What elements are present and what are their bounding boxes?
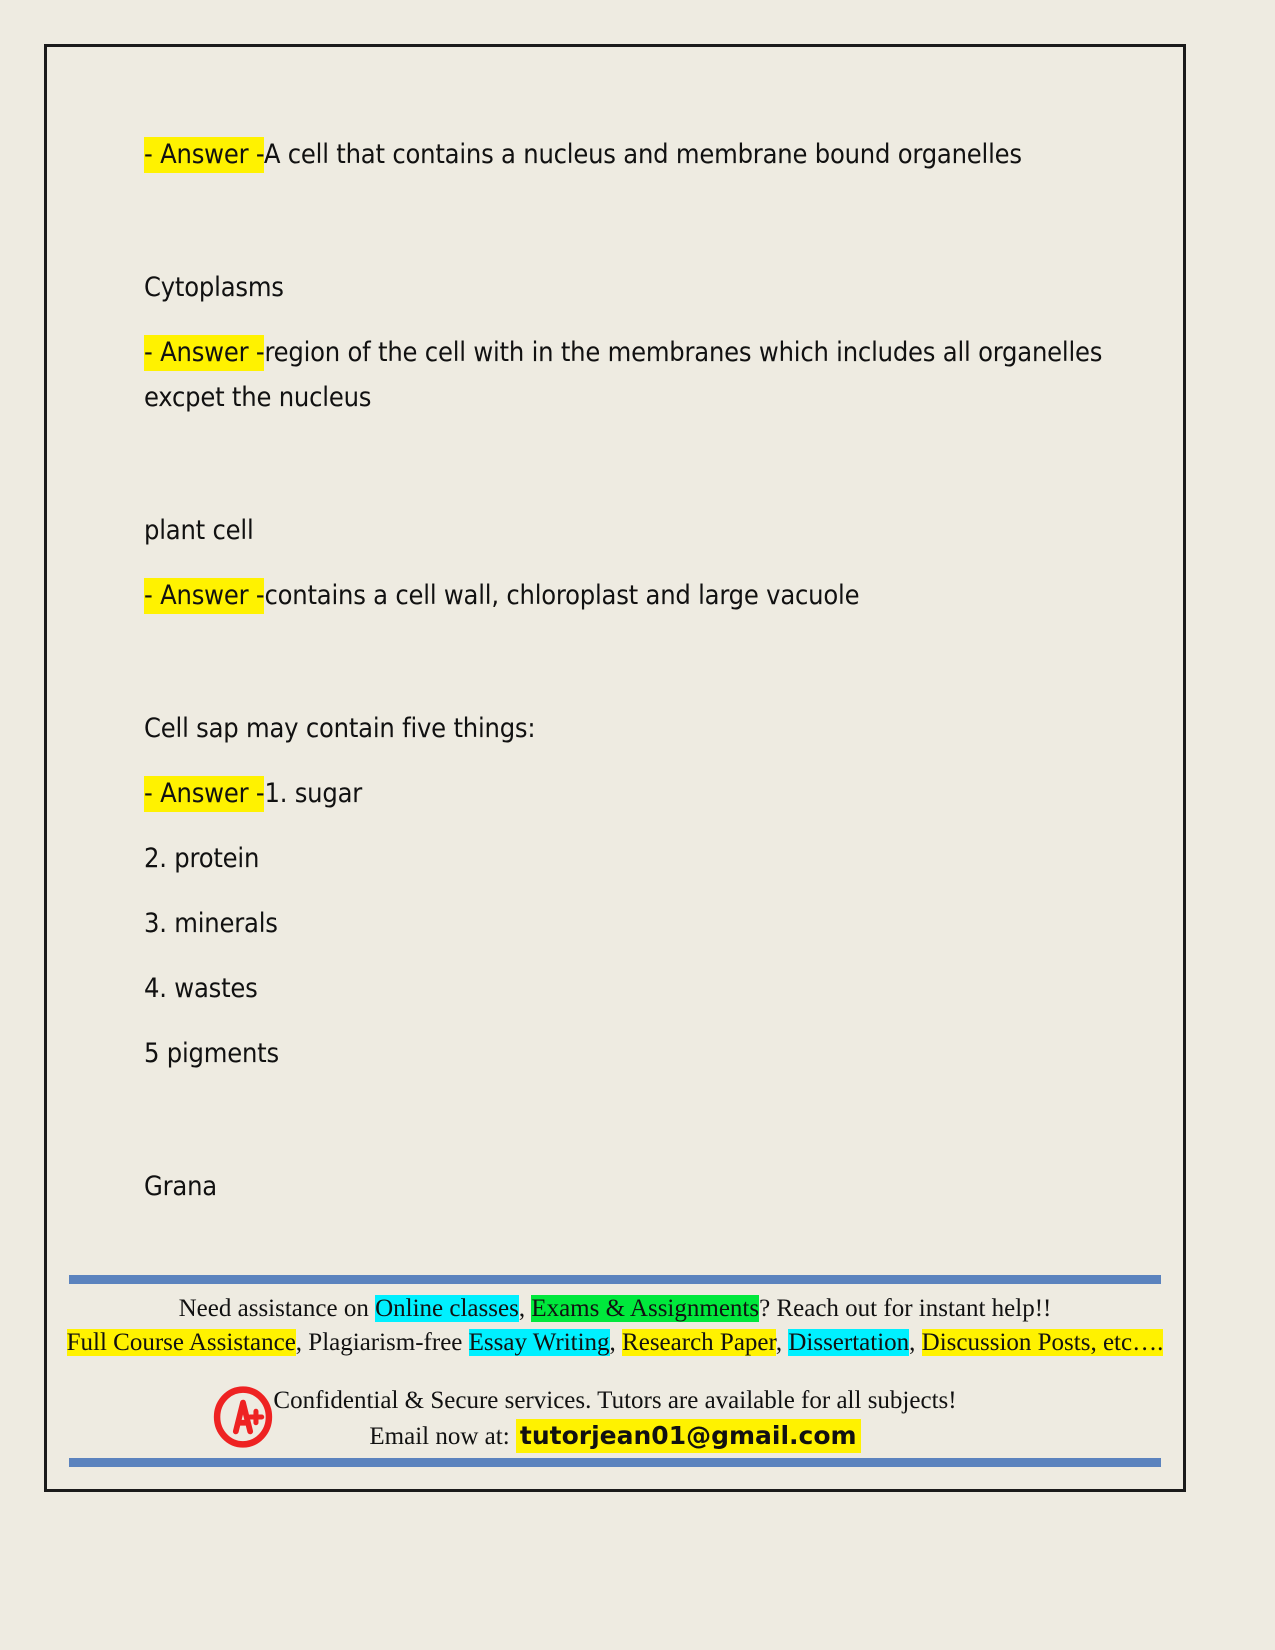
answer-marker: - Answer - — [144, 335, 264, 371]
answer-block-2 — [144, 330, 1104, 420]
highlight-dissertation: Dissertation — [788, 1329, 910, 1356]
spacer — [144, 618, 1104, 706]
spacer — [144, 420, 1104, 508]
answer-text: A cell that contains a nucleus and membrane bound organelles — [263, 139, 1022, 170]
footer-bottom — [47, 1375, 1183, 1467]
spacer — [144, 751, 1104, 771]
footer-text: , — [518, 1295, 532, 1322]
footer-divider-top — [69, 1275, 1161, 1284]
email-address[interactable]: tutorjean01@gmail.com — [516, 1419, 861, 1453]
prompt-plant-cell: plant cell — [144, 515, 254, 546]
answer-block-3 — [144, 573, 1104, 618]
prompt-cytoplasms: Cytoplasms — [144, 272, 284, 303]
answer-marker: - Answer - — [144, 776, 264, 812]
highlight-discussion-posts: Discussion Posts, etc…. — [921, 1329, 1164, 1356]
highlight-essay-writing: Essay Writing — [468, 1329, 610, 1356]
footer-line-1 — [47, 1293, 1183, 1325]
footer-text: , — [609, 1329, 623, 1356]
answer-marker: - Answer - — [144, 578, 264, 614]
footer-text: , — [909, 1329, 922, 1356]
answer-marker: - Answer - — [144, 137, 264, 173]
footer-text: ? Reach out for instant help!! — [759, 1295, 1052, 1322]
prompt-grana: Grana — [144, 1171, 217, 1202]
spacer — [144, 177, 1104, 265]
highlight-full-course: Full Course Assistance — [66, 1329, 296, 1356]
footer-text: , — [775, 1329, 789, 1356]
highlight-research-paper: Research Paper — [622, 1329, 776, 1356]
answer-text: region of the cell with in the membranes which includes all organelles excpet the nucleus — [144, 337, 1103, 413]
footer-text-block — [47, 1383, 1183, 1454]
footer-text: Plagiarism-free — [308, 1329, 469, 1356]
answer-text: 1. sugar — [264, 778, 363, 809]
answer-block-1 — [144, 132, 1104, 177]
answer-block-4 — [144, 771, 1104, 816]
footer-advertisement — [47, 1275, 1183, 1489]
list-item: 2. protein — [144, 843, 260, 874]
footer-line-3: Confidential & Secure services. Tutors are available for all subjects! — [273, 1387, 957, 1414]
highlight-online-classes: Online classes — [375, 1295, 519, 1322]
email-label: Email now at: — [369, 1423, 516, 1450]
spacer — [144, 816, 1104, 836]
footer-line-2 — [47, 1325, 1183, 1361]
document-page — [44, 44, 1186, 1492]
spacer — [144, 310, 1104, 330]
list-item: 3. minerals — [144, 908, 278, 939]
highlight-exams-assignments: Exams & Assignments — [531, 1295, 760, 1322]
spacer — [144, 1011, 1104, 1031]
spacer — [144, 946, 1104, 966]
document-body — [144, 132, 1104, 1209]
spacer — [144, 881, 1104, 901]
answer-text: contains a cell wall, chloroplast and large vacuole — [264, 580, 860, 611]
footer-text: , — [295, 1329, 309, 1356]
spacer — [144, 1076, 1104, 1164]
spacer — [144, 553, 1104, 573]
footer-line-4 — [47, 1418, 1183, 1454]
list-item: 4. wastes — [144, 973, 258, 1004]
list-item: 5 pigments — [144, 1038, 279, 1069]
footer-divider-bottom — [69, 1458, 1161, 1467]
footer-content — [47, 1293, 1183, 1467]
prompt-cell-sap: Cell sap may contain five things: — [144, 713, 536, 744]
footer-text: Need assistance on — [178, 1295, 376, 1322]
